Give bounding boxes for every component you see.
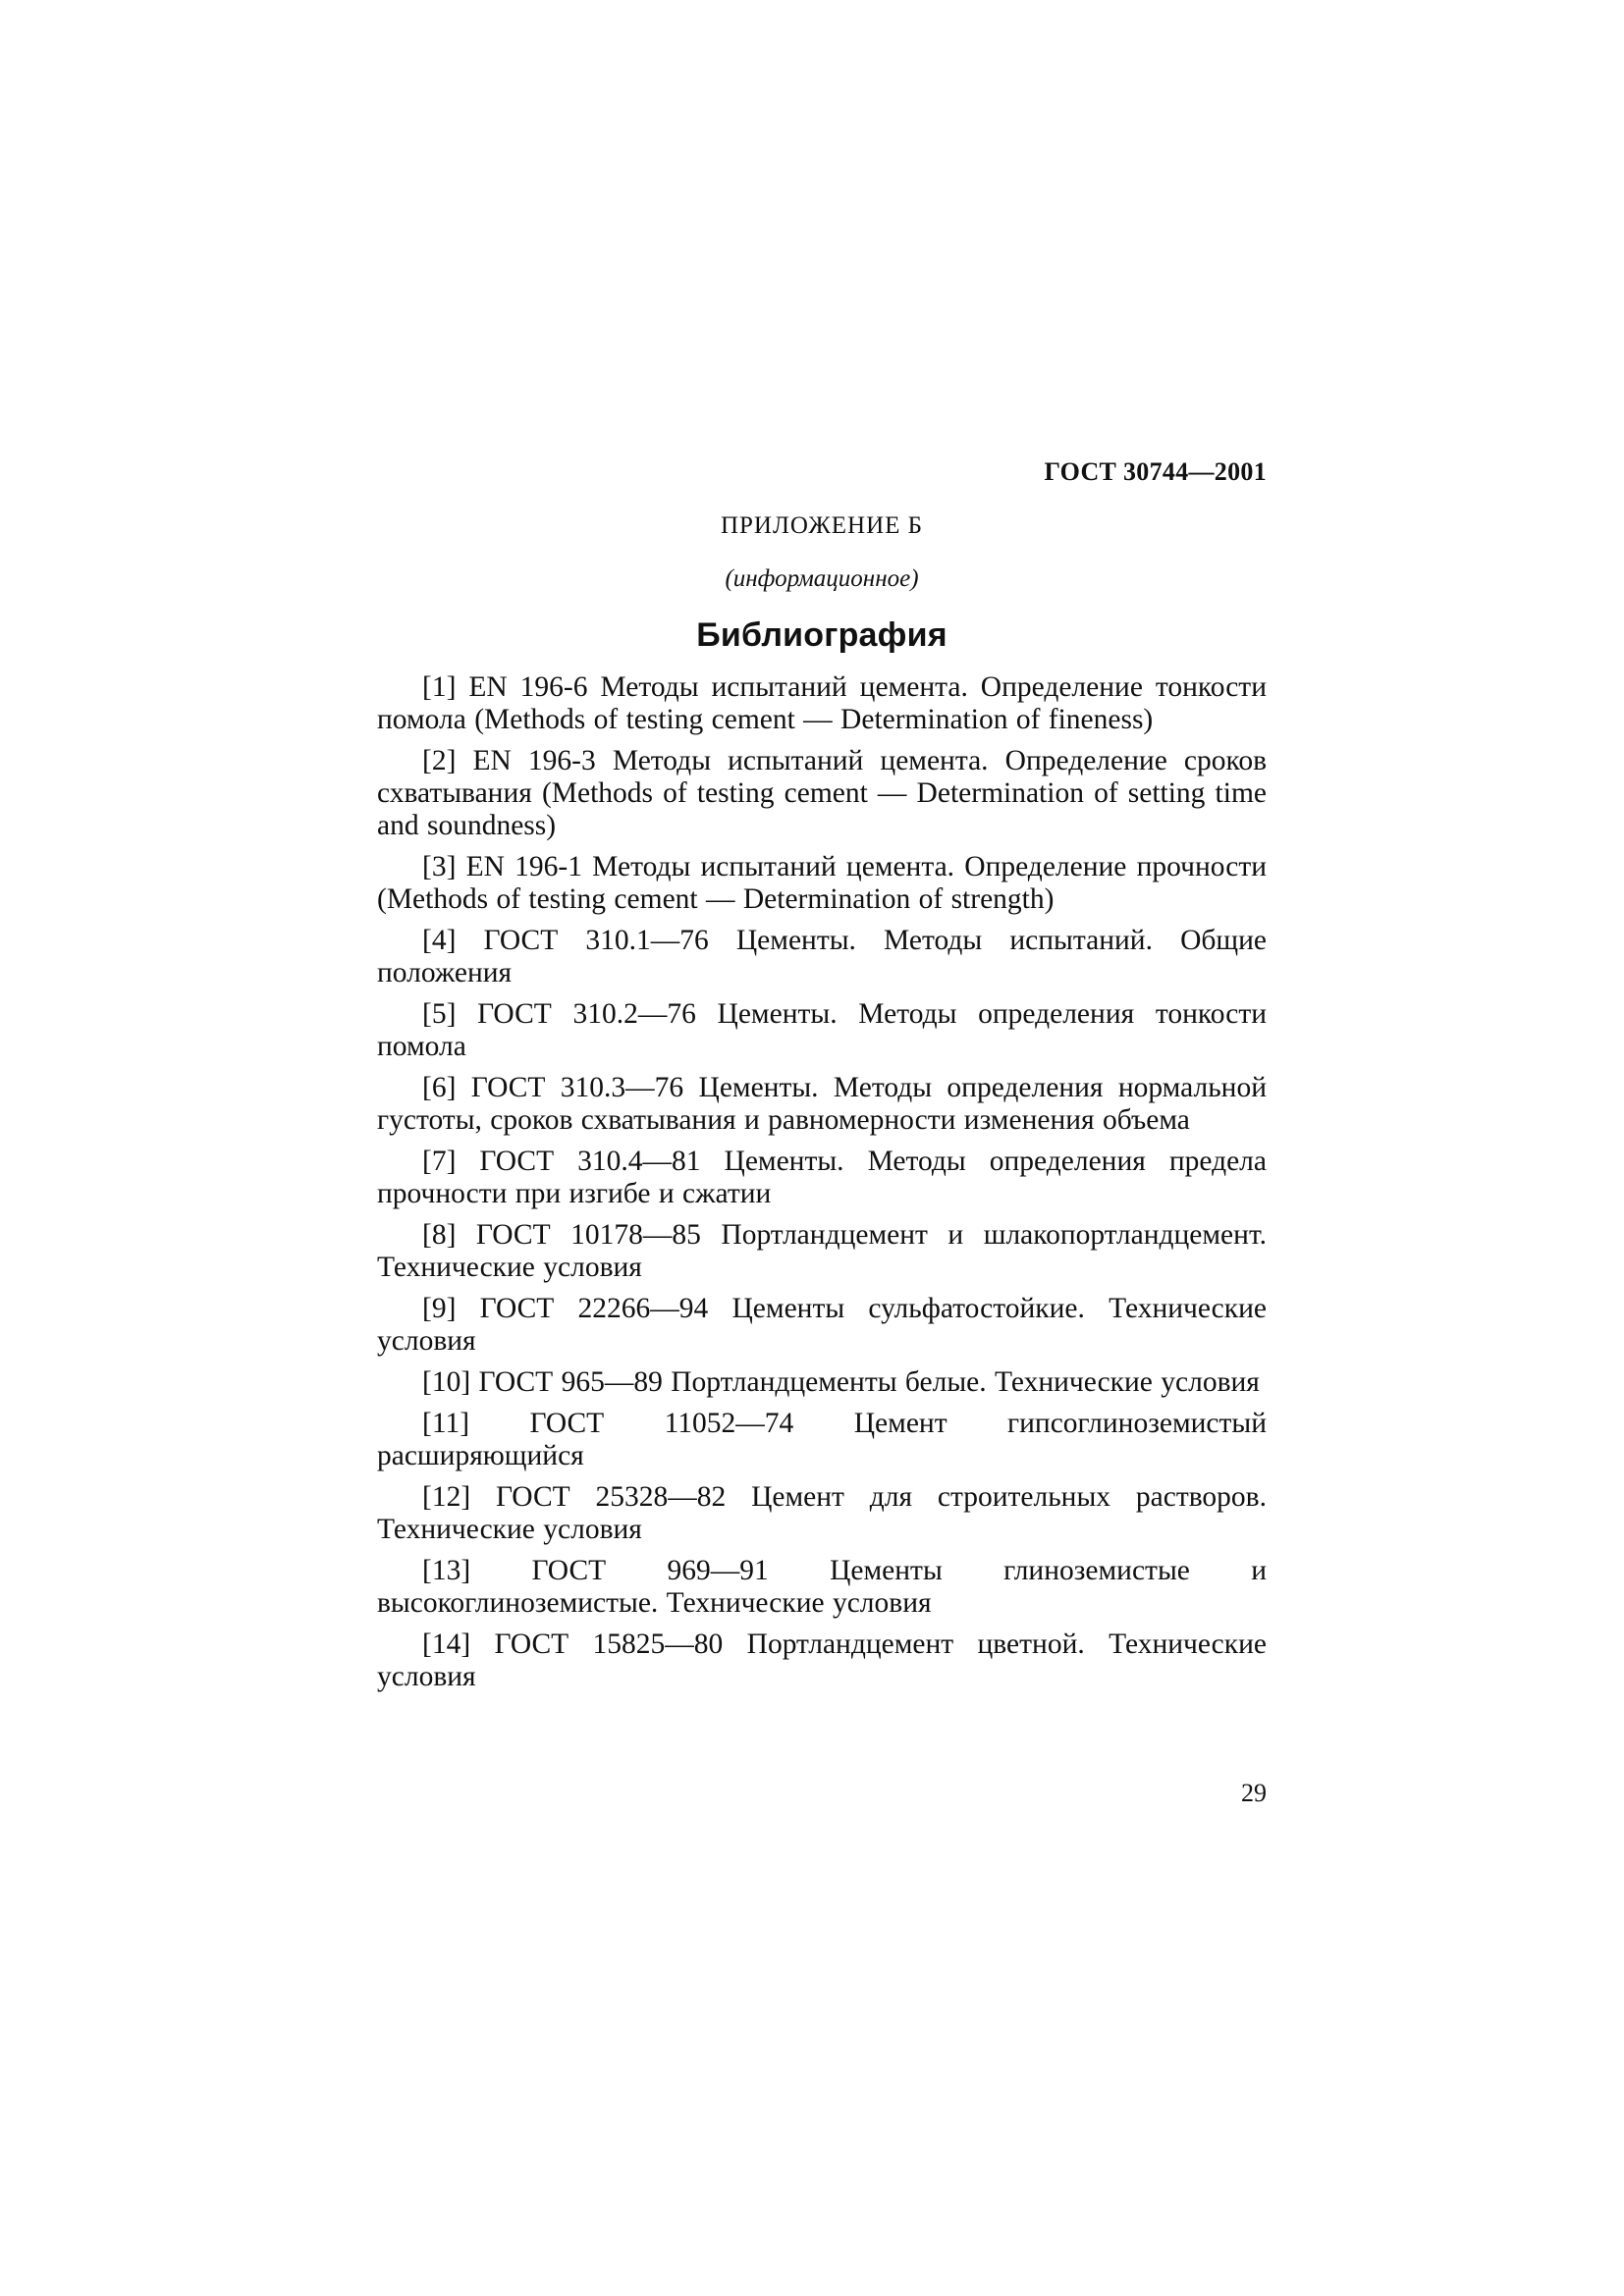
appendix-type: (информационное) bbox=[725, 565, 919, 592]
bibliography-entry-13: [13] ГОСТ 969—91 Цементы глиноземистые и высокоглиноземистые. Технические условия bbox=[377, 1555, 1267, 1619]
bibliography-entry-2: [2] EN 196-3 Методы испытаний цемента. Определение сроков схватывания (Methods of testing cement — Determination of setting time and soundness) bbox=[377, 745, 1267, 841]
bibliography-entry-12: [12] ГОСТ 25328—82 Цемент для строительных растворов. Технические условия bbox=[377, 1481, 1267, 1545]
bibliography-entry-9: [9] ГОСТ 22266—94 Цементы сульфатостойкие. Технические условия bbox=[377, 1293, 1267, 1357]
bibliography-list bbox=[377, 671, 1267, 1702]
bibliography-entry-10: [10] ГОСТ 965—89 Портландцементы белые. Технические условия bbox=[422, 1366, 1260, 1398]
bibliography-entry-14: [14] ГОСТ 15825—80 Портландцемент цветной. Технические условия bbox=[377, 1629, 1267, 1692]
bibliography-entry-3: [3] EN 196-1 Методы испытаний цемента. Определение прочности (Methods of testing cement — Determination of strength) bbox=[377, 851, 1267, 915]
page-number: 29 bbox=[1241, 1779, 1267, 1807]
bibliography-heading: Библиография bbox=[696, 616, 947, 654]
bibliography-entry-7: [7] ГОСТ 310.4—81 Цементы. Методы определения предела прочности при изгибе и сжатии bbox=[377, 1146, 1267, 1209]
appendix-title: ПРИЛОЖЕНИЕ Б bbox=[720, 512, 924, 539]
bibliography-entry-4: [4] ГОСТ 310.1—76 Цементы. Методы испытаний. Общие положения bbox=[377, 925, 1267, 988]
bibliography-entry-5: [5] ГОСТ 310.2—76 Цементы. Методы определения тонкости помола bbox=[377, 998, 1267, 1062]
bibliography-entry-1: [1] EN 196-6 Методы испытаний цемента. Определение тонкости помола (Methods of testing cement — Determination of fineness) bbox=[377, 671, 1267, 735]
document-number: ГОСТ 30744—2001 bbox=[1044, 457, 1267, 486]
bibliography-entry-6: [6] ГОСТ 310.3—76 Цементы. Методы определения нормальной густоты, сроков схватывания и равномерности изменения объема bbox=[377, 1072, 1267, 1136]
bibliography-entry-8: [8] ГОСТ 10178—85 Портландцемент и шлакопортландцемент. Технические условия bbox=[377, 1219, 1267, 1283]
bibliography-entry-11: [11] ГОСТ 11052—74 Цемент гипсоглиноземистый расширяющийся bbox=[377, 1408, 1267, 1471]
